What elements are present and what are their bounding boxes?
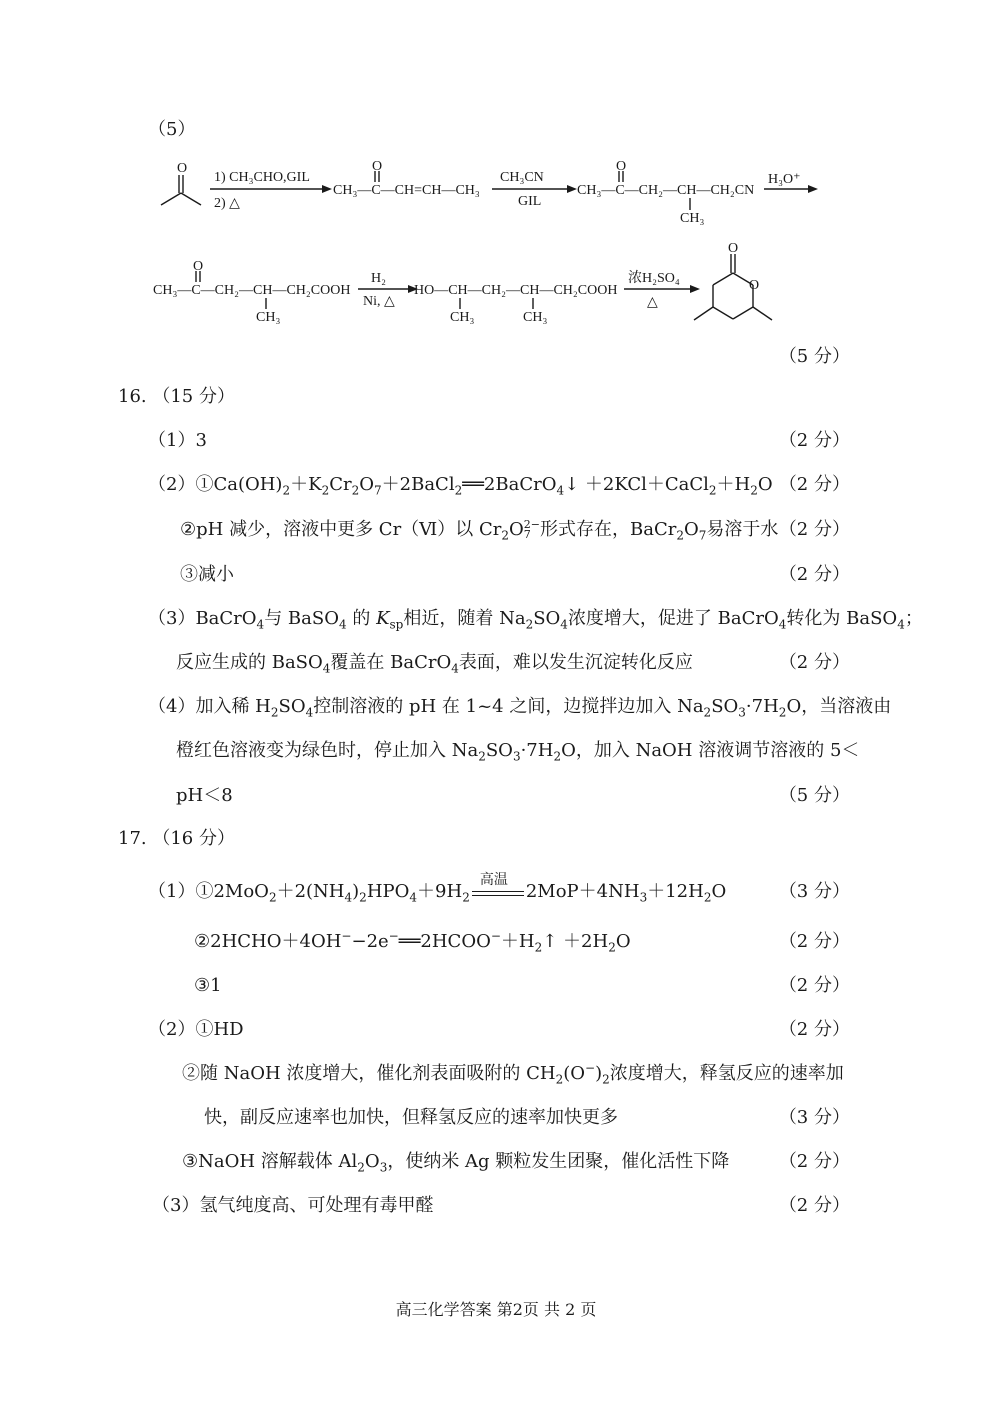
int4-methyl-1: CH₃ [450,310,475,325]
q17-header: 17. （16 分） [118,828,235,849]
page-footer: 高三化学答案 第2页 共 2 页 [395,1300,597,1319]
q16-p4-score: （5 分） [778,785,850,806]
step1-condition: 2) △ [214,196,240,211]
q16-p4-line3: pH＜8 [176,785,233,806]
q17-p2-s1-score: （2 分） [778,1019,850,1040]
q16-p2-s3: ③减小 [180,564,234,585]
high-temp-condition: 高温 [470,881,526,903]
q17-p1-s3-score: （2 分） [778,975,850,996]
int3-formula: CH₃—C—CH₂—CH—CH₂COOH [153,283,351,298]
lactone-ring-o: O [749,278,760,293]
q16-p3-score: （2 分） [778,652,850,673]
int1-formula: CH₃—C—CH=CH—CH₃ [333,183,480,198]
lactone-carbonyl-o: O [728,241,739,256]
reaction-scheme [0,0,992,340]
q16-p3-line1: （3）BaCrO$_4$与 BaSO$_4$ 的 $K_{sp}$相近，随着 $Na_2SO_4$浓度增大，促进了 BaCrO$_4$转化为 BaSO$_4$； [148,608,923,632]
q17-p3: （3）氢气纯度高、可处理有毒甲醛 [152,1195,434,1216]
q17-p2-s3: ③NaOH 溶解载体 $Al_2O_3$，使纳米 Ag 颗粒发生团聚，催化活性下降 [182,1151,730,1175]
step3-reagent: H₃O⁺ [768,172,801,187]
int4-methyl-2: CH₃ [523,310,548,325]
q17-p2-s2-line2: 快，副反应速率也加快，但释氢反应的速率加快更多 [204,1107,618,1128]
q17-p2-s1: （2）①HD [148,1019,244,1040]
int2-o: O [616,159,627,174]
q16-header: 16. （15 分） [118,386,235,407]
q17-p1-s1-score: （3 分） [778,881,850,902]
q17-p2-s2-score: （3 分） [778,1107,850,1128]
int1-o: O [372,159,383,174]
q17-p3-score: （2 分） [778,1195,850,1216]
q17-p2-s3-score: （2 分） [778,1151,850,1172]
int4-formula: HO—CH—CH₂—CH—CH₂COOH [414,283,618,298]
step2-catalyst: GIL [518,194,542,209]
q16-p2-s2: ②pH 减少，溶液中更多 Cr（Ⅵ）以 $Cr_2O$ 2− 7 形式存在，$BaCr_2O_7$易溶于水 [180,518,779,543]
step5-condition: △ [647,295,658,310]
q15-score: （5 分） [778,346,850,367]
q16-p4-line1: （4）加入稀 $H_2SO_4$控制溶液的 pH 在 1~4 之间，边搅拌边加入 $Na_2SO_3\cdot 7H_2O$，当溶液由 [148,696,892,720]
q16-p4-line2: 橙红色溶液变为绿色时，停止加入 $Na_2SO_3\cdot 7H_2O$，加入 NaOH 溶液调节溶液的 5＜ [176,740,860,764]
int2-formula: CH₃—C—CH₂—CH—CH₂CN [577,183,755,198]
step4-reagent: H₂ [371,271,386,286]
acetone-bond-right [181,193,201,205]
q17-p1-s2-score: （2 分） [778,931,850,952]
q16-p3-line2: 反应生成的 BaSO$_4$覆盖在 BaCrO$_4$表面，难以发生沉淀转化反应 [176,652,693,676]
q16-p1-score: （2 分） [778,430,850,451]
step1-reagent: 1) CH₃CHO,GIL [214,170,310,185]
q16-p2-s3-score: （2 分） [778,564,850,585]
q17-p1-s2: $②2HCHO+4OH^--2e^-══2HCOO^-+H_2↑ +2H_2O$ [194,929,631,955]
acetone-o: O [177,161,188,176]
q17-p1-s3: ③1 [194,975,222,996]
q16-p2-s2-score: （2 分） [778,519,850,540]
step2-reagent: CH₃CN [500,170,544,185]
q16-p1: （1）3 [148,430,207,451]
step5-reagent: 浓H₂SO₄ [628,271,680,286]
q15-part5-label: （5） [148,119,196,140]
int3-methyl: CH₃ [256,310,281,325]
q16-p2-s1-score: （2 分） [778,474,850,495]
step4-condition: Ni, △ [363,294,395,309]
q17-p1-s1: $(1)①2MoO_2+2(NH_4)_2HPO_4+9H_2$ 高温 $2MoP+4NH_3+12H_2O$ [148,872,727,905]
acetone-bond-left [161,193,181,205]
int3-o: O [193,259,204,274]
int2-methyl: CH₃ [680,211,705,226]
q16-p2-s1: $(2)①Ca(OH)_2+K_2Cr_2O_7+2BaCl_2══2BaCrO_4↓$ $+2KCl+CaCl_2+H_2O$ [148,474,773,498]
q17-p2-s2-line1: ②随 NaOH 浓度增大，催化剂表面吸附的 $CH_2(O^-)_2$浓度增大，释氢反应的速率加 [182,1061,844,1087]
